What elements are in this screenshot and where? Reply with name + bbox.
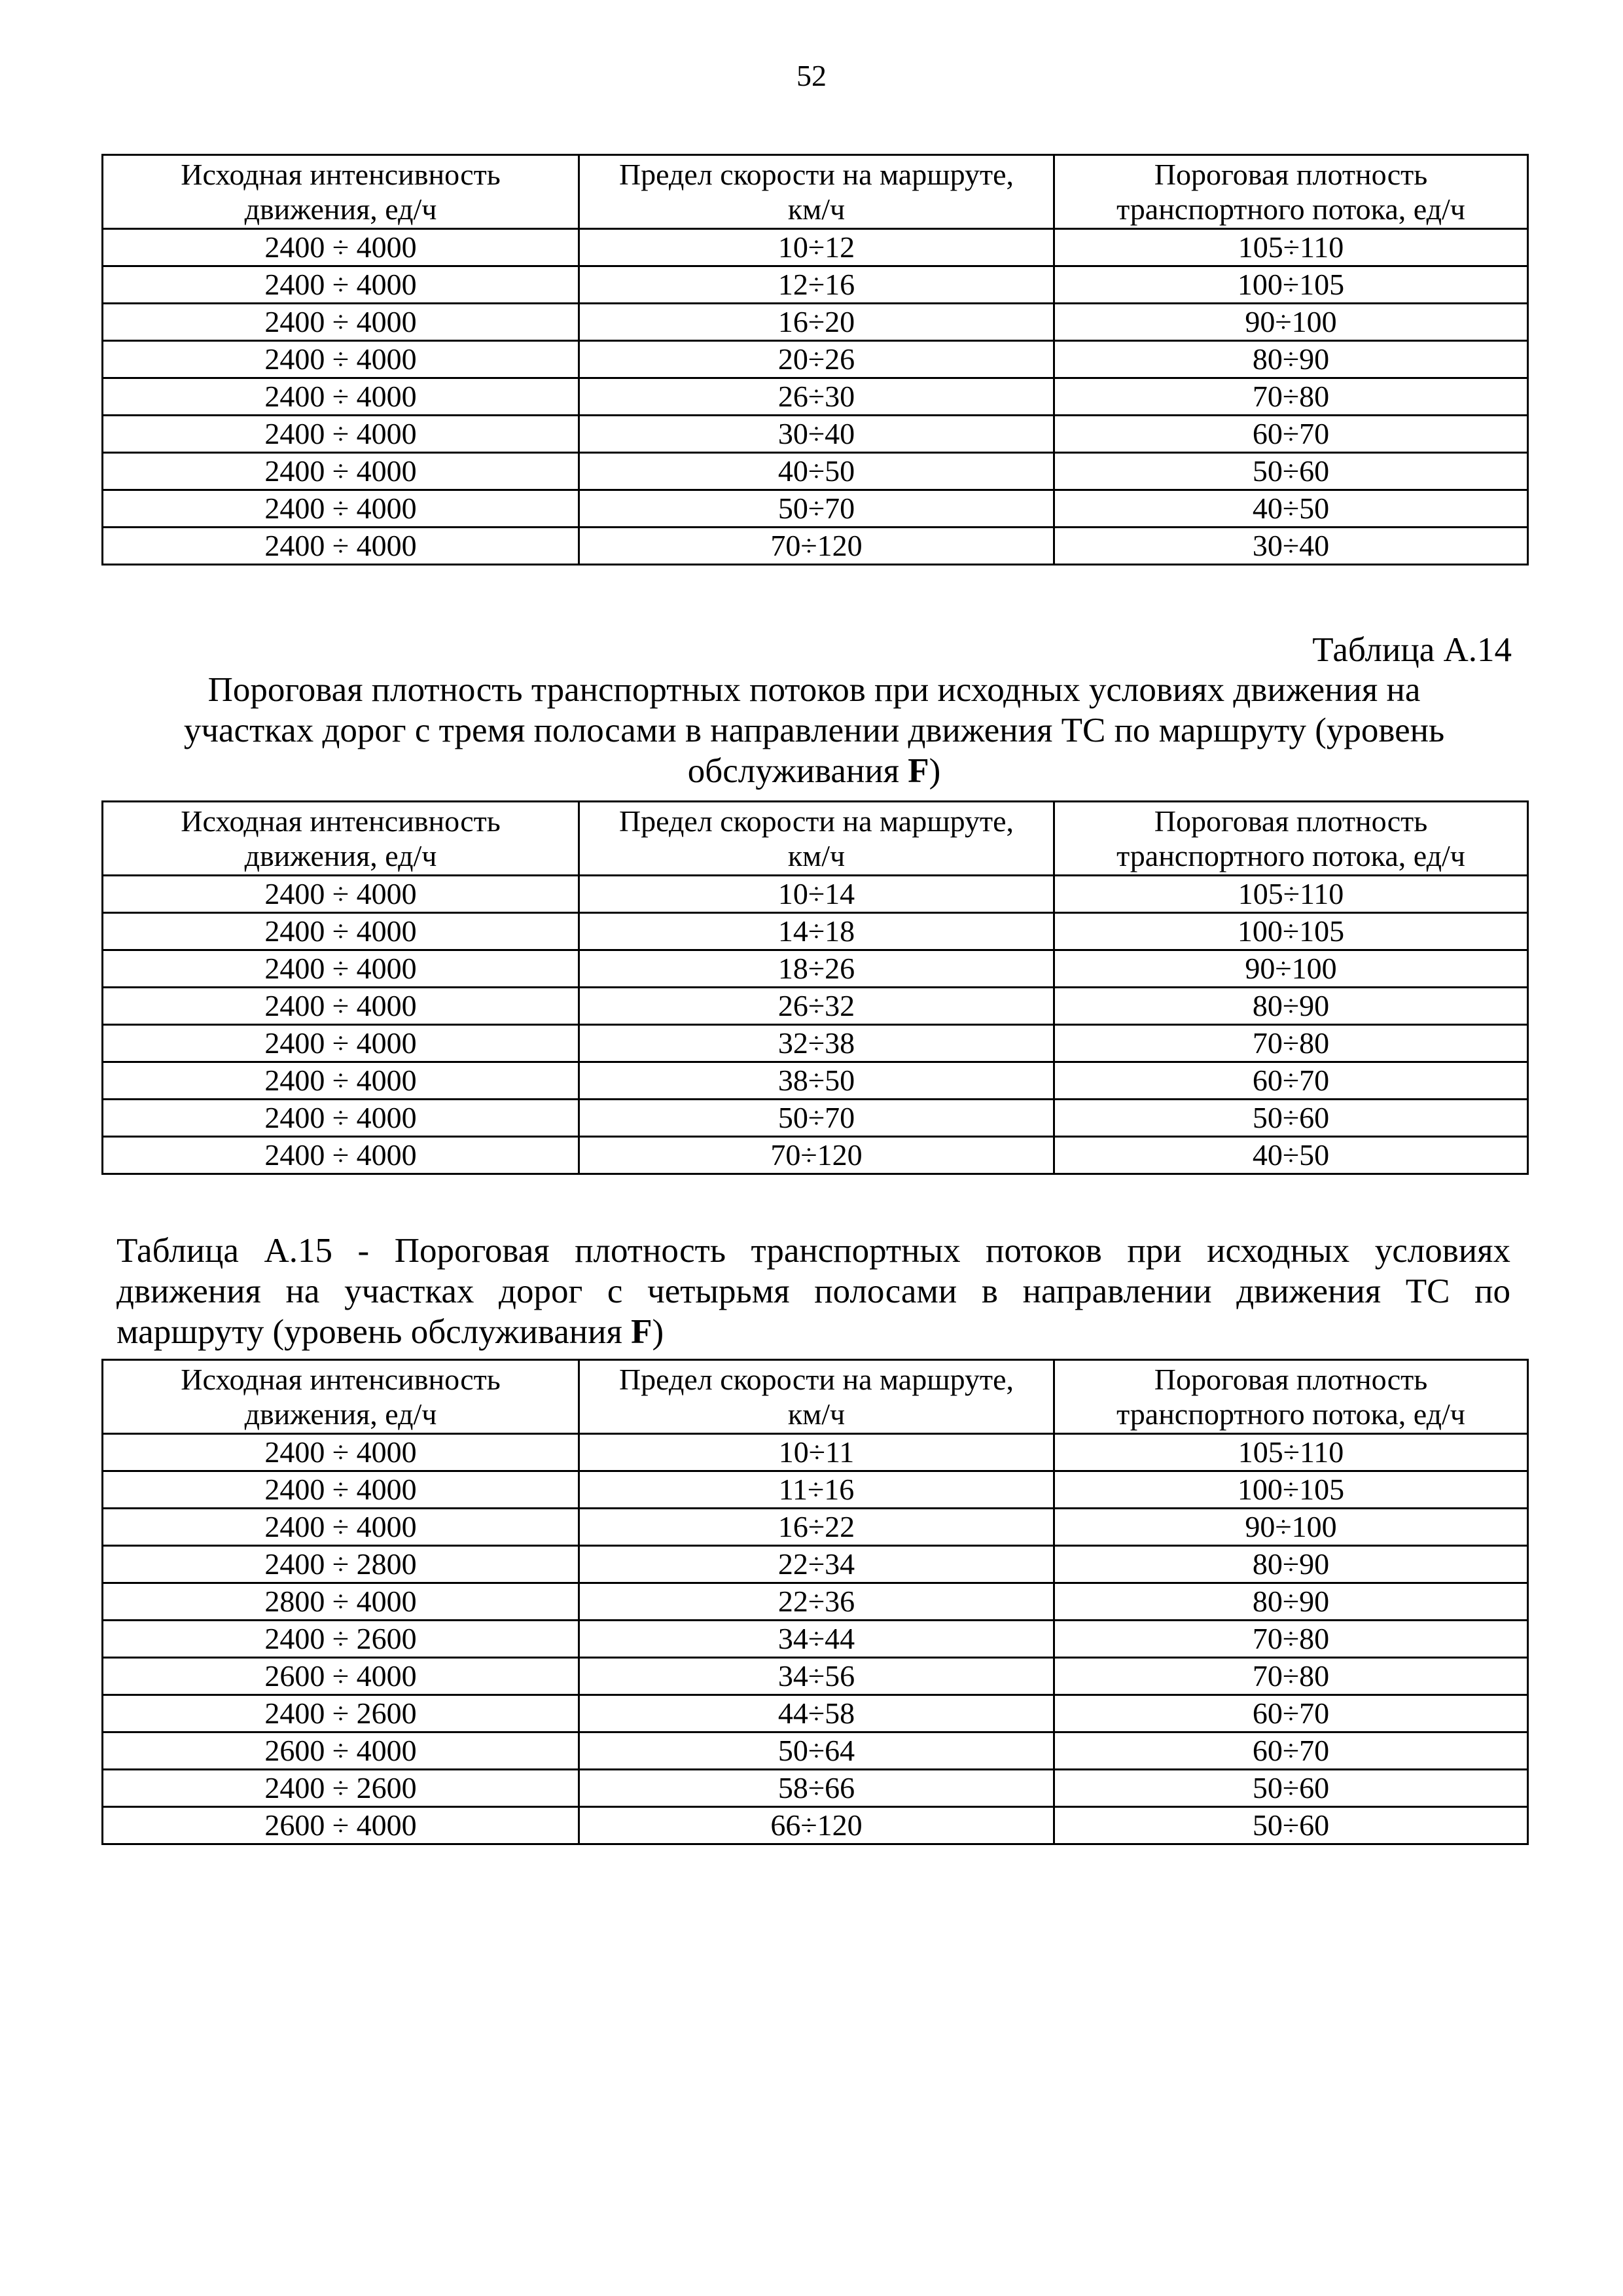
cell-initial-intensity: 2400 ÷ 4000 [103, 341, 579, 378]
cell-initial-intensity: 2400 ÷ 2600 [103, 1695, 579, 1732]
table-row [103, 1025, 1528, 1062]
table-row [103, 950, 1528, 988]
cell-speed-limit: 12÷16 [579, 266, 1054, 304]
table-a14-label: Таблица А.14 [1312, 631, 1512, 669]
cell-speed-limit: 70÷120 [579, 1137, 1054, 1174]
table-row [103, 378, 1528, 416]
table-row [103, 876, 1528, 913]
table-row [103, 1621, 1528, 1658]
cell-initial-intensity: 2400 ÷ 4000 [103, 416, 579, 453]
service-level-letter: F [908, 752, 929, 790]
table-a14 [101, 800, 1529, 1175]
cell-initial-intensity: 2400 ÷ 4000 [103, 876, 579, 913]
cell-threshold-density: 70÷80 [1054, 1658, 1528, 1695]
cell-threshold-density: 60÷70 [1054, 416, 1528, 453]
cell-threshold-density: 50÷60 [1054, 1807, 1528, 1844]
table-a15 [101, 1359, 1529, 1845]
table-row [103, 1770, 1528, 1807]
cell-initial-intensity: 2600 ÷ 4000 [103, 1807, 579, 1844]
cell-speed-limit: 10÷11 [579, 1434, 1054, 1471]
cell-threshold-density: 105÷110 [1054, 1434, 1528, 1471]
table-a14-title: Пороговая плотность транспортных потоков при исходных условиях движения на участках дорог с тремя полосами в направлении движения ТС по маршруту (уровень обслуживания F) [183, 671, 1445, 790]
cell-threshold-density: 100÷105 [1054, 266, 1528, 304]
cell-initial-intensity: 2400 ÷ 4000 [103, 1509, 579, 1546]
cell-threshold-density: 80÷90 [1054, 988, 1528, 1025]
cell-initial-intensity: 2400 ÷ 4000 [103, 1100, 579, 1137]
table-row [103, 1471, 1528, 1509]
cell-speed-limit: 10÷12 [579, 229, 1054, 266]
cell-speed-limit: 14÷18 [579, 913, 1054, 950]
cell-speed-limit: 26÷30 [579, 378, 1054, 416]
header-speed-limit: Предел скорости на маршруте, км/ч [579, 155, 1054, 229]
cell-speed-limit: 50÷64 [579, 1732, 1054, 1770]
cell-speed-limit: 40÷50 [579, 453, 1054, 490]
cell-initial-intensity: 2400 ÷ 4000 [103, 1471, 579, 1509]
cell-initial-intensity: 2400 ÷ 4000 [103, 304, 579, 341]
header-threshold-density: Пороговая плотность транспортного потока, ед/ч [1054, 1360, 1528, 1434]
page-number: 52 [796, 59, 827, 92]
cell-initial-intensity: 2400 ÷ 4000 [103, 913, 579, 950]
cell-initial-intensity: 2600 ÷ 4000 [103, 1658, 579, 1695]
cell-speed-limit: 50÷70 [579, 1100, 1054, 1137]
table-header-row [103, 155, 1528, 229]
cell-threshold-density: 40÷50 [1054, 490, 1528, 528]
cell-initial-intensity: 2400 ÷ 4000 [103, 988, 579, 1025]
cell-speed-limit: 22÷34 [579, 1546, 1054, 1583]
table-row [103, 1695, 1528, 1732]
header-speed-limit: Предел скорости на маршруте, км/ч [579, 1360, 1054, 1434]
cell-threshold-density: 90÷100 [1054, 950, 1528, 988]
cell-threshold-density: 80÷90 [1054, 341, 1528, 378]
cell-threshold-density: 60÷70 [1054, 1695, 1528, 1732]
cell-speed-limit: 50÷70 [579, 490, 1054, 528]
cell-threshold-density: 60÷70 [1054, 1062, 1528, 1100]
cell-threshold-density: 60÷70 [1054, 1732, 1528, 1770]
header-threshold-density: Пороговая плотность транспортного потока, ед/ч [1054, 802, 1528, 876]
header-initial-intensity: Исходная интенсивность движения, ед/ч [103, 802, 579, 876]
table-row [103, 1546, 1528, 1583]
cell-speed-limit: 34÷44 [579, 1621, 1054, 1658]
service-level-letter: F [631, 1313, 652, 1351]
cell-threshold-density: 105÷110 [1054, 229, 1528, 266]
table-row [103, 453, 1528, 490]
cell-speed-limit: 44÷58 [579, 1695, 1054, 1732]
header-initial-intensity: Исходная интенсивность движения, ед/ч [103, 1360, 579, 1434]
cell-threshold-density: 30÷40 [1054, 528, 1528, 565]
table-row [103, 988, 1528, 1025]
cell-initial-intensity: 2400 ÷ 2600 [103, 1770, 579, 1807]
cell-speed-limit: 38÷50 [579, 1062, 1054, 1100]
cell-initial-intensity: 2400 ÷ 4000 [103, 490, 579, 528]
cell-threshold-density: 70÷80 [1054, 1025, 1528, 1062]
cell-initial-intensity: 2600 ÷ 4000 [103, 1732, 579, 1770]
table-row [103, 1137, 1528, 1174]
table-row [103, 913, 1528, 950]
cell-speed-limit: 20÷26 [579, 341, 1054, 378]
header-speed-limit: Предел скорости на маршруте, км/ч [579, 802, 1054, 876]
table-row [103, 1100, 1528, 1137]
table-row [103, 1509, 1528, 1546]
cell-threshold-density: 70÷80 [1054, 378, 1528, 416]
cell-threshold-density: 50÷60 [1054, 453, 1528, 490]
cell-initial-intensity: 2400 ÷ 4000 [103, 1062, 579, 1100]
cell-speed-limit: 34÷56 [579, 1658, 1054, 1695]
table-row [103, 341, 1528, 378]
cell-speed-limit: 22÷36 [579, 1583, 1054, 1621]
cell-speed-limit: 11÷16 [579, 1471, 1054, 1509]
cell-threshold-density: 80÷90 [1054, 1546, 1528, 1583]
cell-initial-intensity: 2400 ÷ 4000 [103, 1025, 579, 1062]
table-row [103, 1434, 1528, 1471]
table-row [103, 490, 1528, 528]
header-initial-intensity: Исходная интенсивность движения, ед/ч [103, 155, 579, 229]
cell-initial-intensity: 2400 ÷ 2800 [103, 1546, 579, 1583]
table-header-row [103, 1360, 1528, 1434]
header-threshold-density: Пороговая плотность транспортного потока, ед/ч [1054, 155, 1528, 229]
cell-threshold-density: 70÷80 [1054, 1621, 1528, 1658]
cell-speed-limit: 66÷120 [579, 1807, 1054, 1844]
cell-threshold-density: 100÷105 [1054, 1471, 1528, 1509]
table-row [103, 528, 1528, 565]
cell-initial-intensity: 2400 ÷ 4000 [103, 229, 579, 266]
cell-speed-limit: 30÷40 [579, 416, 1054, 453]
cell-threshold-density: 100÷105 [1054, 913, 1528, 950]
cell-speed-limit: 10÷14 [579, 876, 1054, 913]
cell-threshold-density: 80÷90 [1054, 1583, 1528, 1621]
cell-speed-limit: 32÷38 [579, 1025, 1054, 1062]
cell-initial-intensity: 2800 ÷ 4000 [103, 1583, 579, 1621]
table-row [103, 1583, 1528, 1621]
cell-initial-intensity: 2400 ÷ 4000 [103, 1434, 579, 1471]
table-row [103, 229, 1528, 266]
table-row [103, 1807, 1528, 1844]
cell-initial-intensity: 2400 ÷ 2600 [103, 1621, 579, 1658]
table-header-row [103, 802, 1528, 876]
cell-threshold-density: 90÷100 [1054, 304, 1528, 341]
cell-initial-intensity: 2400 ÷ 4000 [103, 950, 579, 988]
table-row [103, 1658, 1528, 1695]
table-row [103, 304, 1528, 341]
cell-threshold-density: 50÷60 [1054, 1100, 1528, 1137]
cell-initial-intensity: 2400 ÷ 4000 [103, 266, 579, 304]
cell-initial-intensity: 2400 ÷ 4000 [103, 1137, 579, 1174]
table-row [103, 1732, 1528, 1770]
table-row [103, 1062, 1528, 1100]
cell-speed-limit: 70÷120 [579, 528, 1054, 565]
cell-speed-limit: 16÷22 [579, 1509, 1054, 1546]
cell-speed-limit: 26÷32 [579, 988, 1054, 1025]
cell-threshold-density: 40÷50 [1054, 1137, 1528, 1174]
cell-speed-limit: 16÷20 [579, 304, 1054, 341]
cell-threshold-density: 90÷100 [1054, 1509, 1528, 1546]
cell-threshold-density: 105÷110 [1054, 876, 1528, 913]
table-row [103, 266, 1528, 304]
table-row [103, 416, 1528, 453]
cell-initial-intensity: 2400 ÷ 4000 [103, 453, 579, 490]
table-a15-title: Таблица А.15 - Пороговая плотность транспортных потоков при исходных условиях движения на участках дорог с четырьмя полосами в направлении движения ТС по маршруту (уровень обслуживания F) [116, 1232, 1510, 1351]
cell-initial-intensity: 2400 ÷ 4000 [103, 528, 579, 565]
cell-speed-limit: 58÷66 [579, 1770, 1054, 1807]
cell-speed-limit: 18÷26 [579, 950, 1054, 988]
table-continued [101, 154, 1529, 565]
cell-initial-intensity: 2400 ÷ 4000 [103, 378, 579, 416]
cell-threshold-density: 50÷60 [1054, 1770, 1528, 1807]
